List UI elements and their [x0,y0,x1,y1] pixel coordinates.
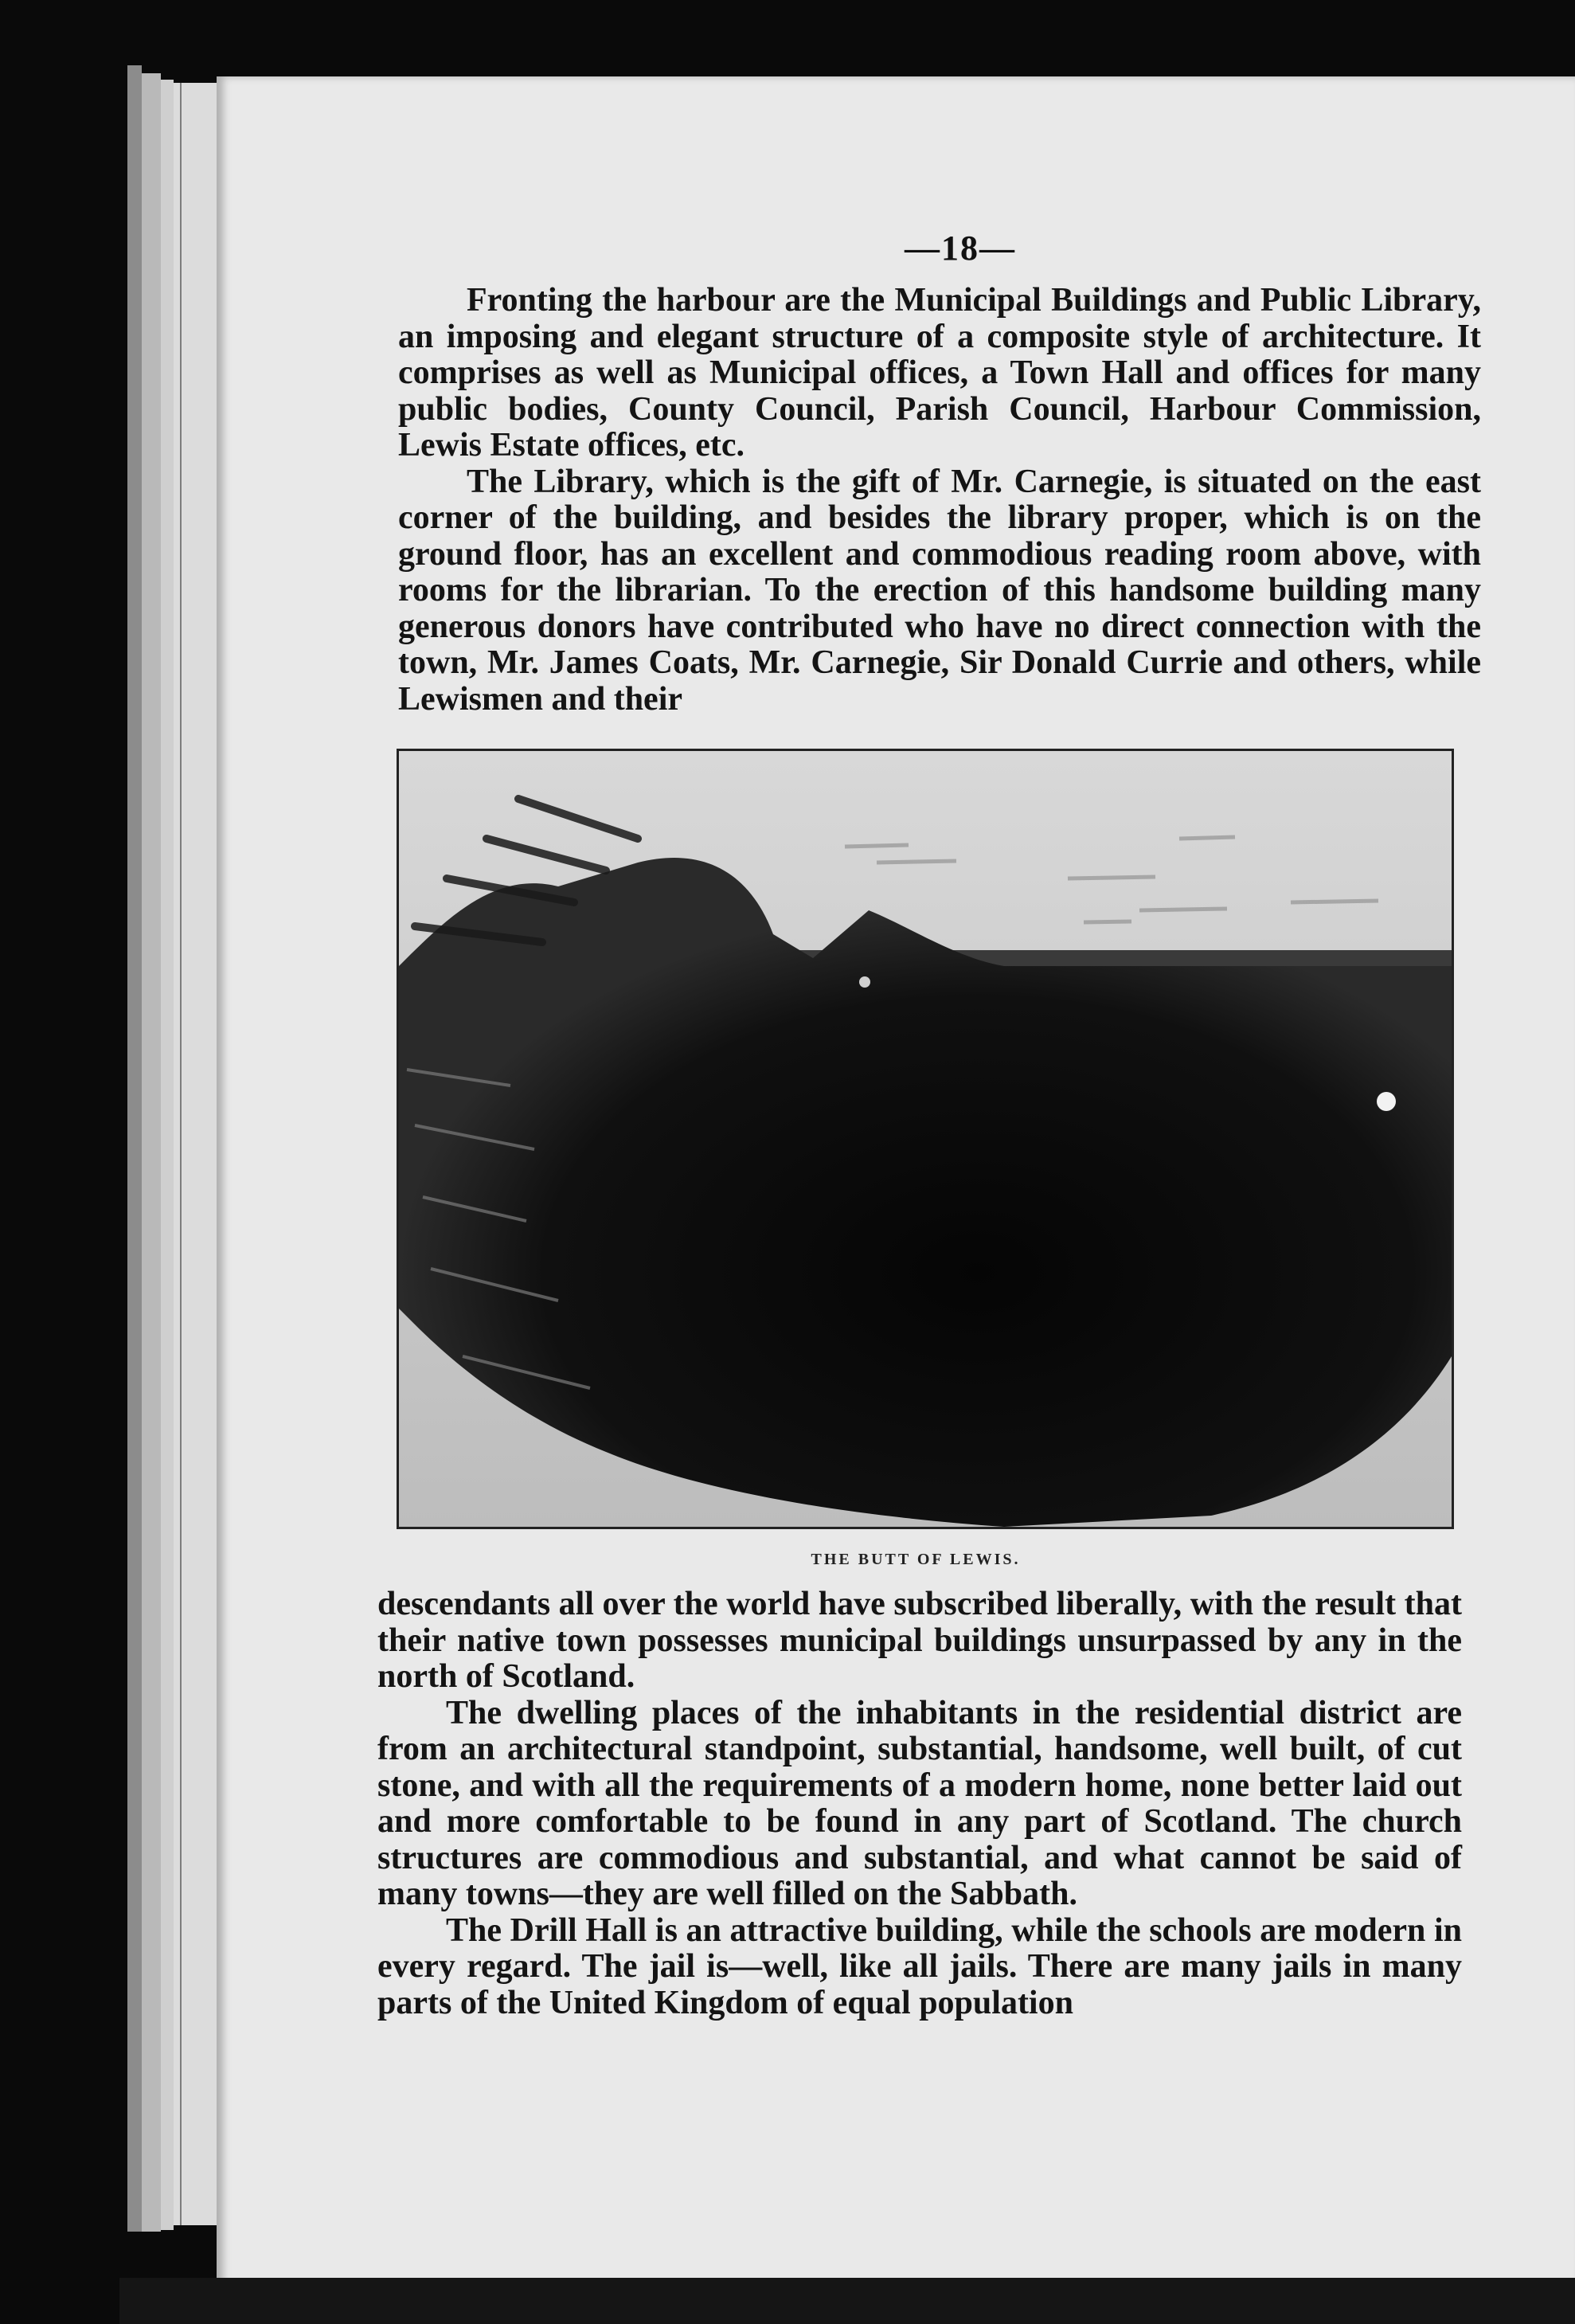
figure-caption: THE BUTT OF LEWIS. [811,1551,1021,1568]
page-edge [161,80,174,2230]
figure-photo [397,749,1454,1529]
scan-border [119,2278,1575,2324]
paragraph: The Drill Hall is an attractive building, while the schools are modern in every regard. The jail is—well, like all jails. There are many jails in many parts of the United Kingdom of equal population [377,1911,1462,2021]
page-edge [142,73,161,2232]
sea-cliff-photo [399,751,1452,1527]
paragraph: descendants all over the world have subscribed liberally, with the result that their native town possesses municipal buildings unsurpassed by any in the north of Scotland. [377,1586,1462,1695]
paragraph: The dwelling places of the inhabitants in the residential district are from an architectural standpoint, substantial, handsome, well built, of cut stone, and with all the requirements of a modern home, none better laid out and more comfortable to be found in any part of Scotland. The church structures are commodious and substantial, and what cannot be said of many towns—they are well filled on the Sabbath. [377,1694,1462,1912]
paragraph: The Library, which is the gift of Mr. Carnegie, is situated on the east corner of the building, and besides the library proper, which is on the ground floor, has an excellent and commodious reading room above, with rooms for the librarian. To the erection of this handsome building many generous donors have contributed who have no direct connection with the town, Mr. James Coats, Mr. Carnegie, Sir Donald Currie and others, while Lewismen and their [398,463,1481,718]
paragraph: Fronting the harbour are the Municipal Buildings and Public Library, an imposing and elegant structure of a composite style of architecture. It comprises as well as Municipal offices, a Town Hall and offices for many public bodies, County Council, Parish Council, Harbour Commission, Lewis Estate offices, etc. [398,282,1481,464]
text-block-bottom [377,1587,1462,2021]
text-block-top [398,283,1481,718]
page-edge [127,65,142,2232]
page-number: —18— [905,229,1016,268]
gutter-line [180,83,182,2225]
